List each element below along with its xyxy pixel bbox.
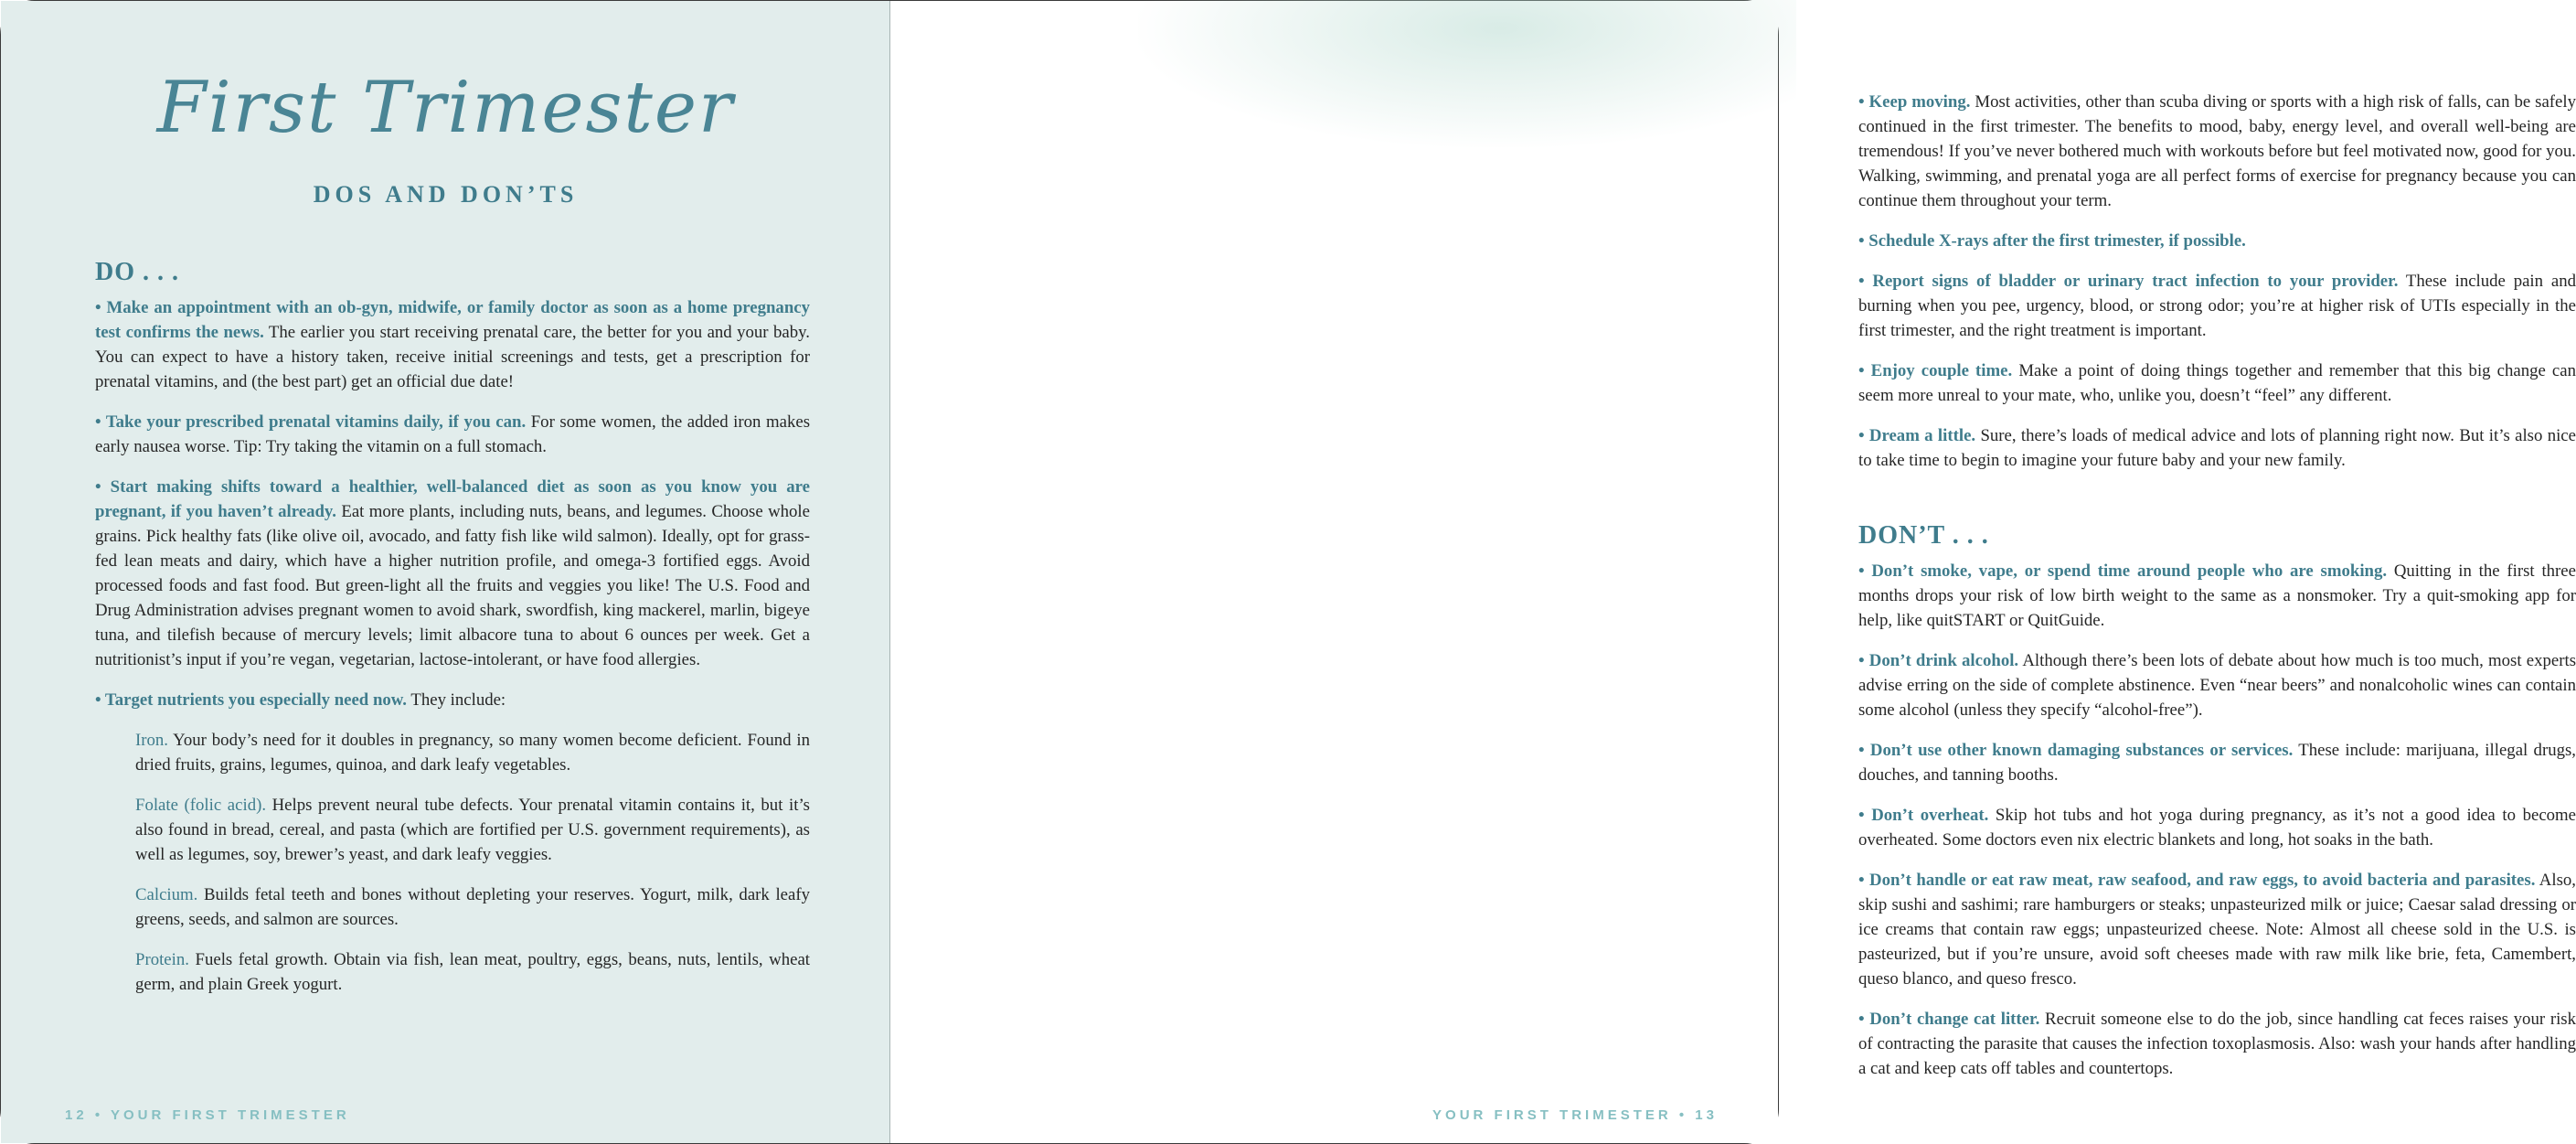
do-item-couple-time [1858,358,2576,408]
nutrient-body: Fuels fetal growth. Obtain via fish, lean meat, poultry, eggs, beans, nuts, lentils, wheat germ, and plain Greek yogurt. [135,950,810,994]
item-body: Although there’s been lots of debate about how much is too much, most experts advise erring on the side of complete abstinence. Even “near beers” and nonalcoholic wines can contain some alcohol (unless they specify “alcohol-free”). [1858,651,2576,720]
item-lead: • Don’t smoke, vape, or spend time around people who are smoking. [1858,561,2388,581]
item-body: Most activities, other than scuba diving or sports with a high risk of falls, can be safely continued in the first trimester. The benefits to mood, baby, energy level, and overall well-being are tremendous! If you’ve never bothered much with workouts before but feel motivated now, good for you. Walking, swimming, and prenatal yoga are all perfect forms of exercise for pregnancy because you can continue them throughout your term. [1858,92,2576,210]
watercolor-wash [1138,0,1796,147]
item-lead: • Don’t handle or eat raw meat, raw seafood, and raw eggs, to avoid bacteria and parasites. [1858,871,2536,890]
do-item-nutrients [95,688,810,712]
page-title: First Trimester [156,67,735,149]
item-lead: • Keep moving. [1858,92,1971,112]
dont-item-alcohol [1858,648,2576,722]
item-body: The earlier you start receiving prenatal care, the better for you and your baby. You can expect to have a history taken, receive initial screenings and tests, get a prescription for prenatal vitamins, and (the best part) get an official due date! [95,323,810,391]
item-body: Make a point of doing things together and remember that this big change can seem more unreal to your mate, who, unlike you, doesn’t “feel” any different. [1858,361,2576,405]
do-item-diet [95,475,810,672]
dont-item-smoke [1858,559,2576,633]
dont-item-raw-food [1858,868,2576,991]
item-body: They include: [407,690,506,710]
nutrient-calcium [135,882,810,932]
page-folio-left: 12 • YOUR FIRST TRIMESTER [65,1107,350,1123]
item-body: Recruit someone else to do the job, since handling cat feces raises your risk of contracting the parasite that causes the infection toxoplasmosis. Also: wash your hands after handling a cat and keep cats off tables and countertops. [1858,1010,2576,1078]
dont-heading: DON’T . . . [1858,521,1989,550]
do-item-appointment [95,295,810,394]
do-item-keep-moving [1858,90,2576,213]
item-lead: • Take your prescribed prenatal vitamins daily, if you can. [95,412,527,432]
item-body: Eat more plants, including nuts, beans, and legumes. Choose whole grains. Pick healthy fats (like olive oil, avocado, and fatty fish like wild salmon). Ideally, opt for grass-fed lean meats and dairy, which have a higher nutrition profile, and omega-3 fortified eggs. Avoid processed foods and fast food. But green-light all the fruits and veggies you like! The U.S. Food and Drug Administration advises pregnant women to avoid shark, swordfish, king mackerel, marlin, bigeye tuna, and tilefish because of mercury levels; limit albacore tuna to about 6 ounces per week. Get a nutritionist’s input if you’re vegan, vegetarian, lactose-intolerant, or have food allergies. [95,502,810,669]
item-body: These include: marijuana, illegal drugs, douches, and tanning booths. [1858,741,2576,785]
nutrient-body: Your body’s need for it doubles in pregnancy, so many women become deficient. Found in dried fruits, grains, legumes, quinoa, and dark leafy vegetables. [135,731,810,775]
dont-item-cat-litter [1858,1007,2576,1081]
do-heading: DO . . . [95,258,179,286]
nutrient-iron [135,728,810,777]
item-body: Quitting in the first three months drops your risk of low birth weight to the same as a nonsmoker. Try a quit-smoking app for help, like quitSTART or QuitGuide. [1858,561,2576,630]
do-item-dream [1858,423,2576,473]
item-lead: • Enjoy couple time. [1858,361,2013,380]
dont-item-substances [1858,738,2576,787]
item-lead: • Target nutrients you especially need now. [95,690,408,710]
left-column [95,257,810,1012]
nutrient-lead: Protein. [135,950,189,969]
item-lead: • Dream a little. [1858,426,1976,445]
nutrient-protein [135,947,810,997]
dont-item-overheat [1858,803,2576,852]
nutrient-folate [135,793,810,867]
item-body: Also, skip sushi and sashimi; rare hamburgers or steaks; unpasteurized milk or juice; Caesar salad dressing or ice creams that contain raw eggs; unpasteurized cheese. Note: Almost all cheese sold in the U.S. is pasteurized, but if you’re unsure, avoid soft cheeses made with raw milk like brie, feta, Camembert, queso blanco, and queso fresco. [1858,871,2576,989]
item-lead: • Don’t change cat litter. [1858,1010,2040,1029]
item-body: Skip hot tubs and hot yoga during pregnancy, as it’s not a good idea to become overheated. Some doctors even nix electric blankets and long, hot soaks in the bath. [1858,806,2576,850]
nutrient-body: Helps prevent neural tube defects. Your prenatal vitamin contains it, but it’s also found in bread, cereal, and pasta (which are fortified per U.S. government requirements), as well as legumes, soy, brewer’s yeast, and dark leafy veggies. [135,796,810,864]
item-body: These include pain and burning when you pee, urgency, blood, or strong odor; you’re at higher risk of UTIs especially in the first trimester, and the right treatment is important. [1858,272,2576,340]
item-lead: • Don’t overheat. [1858,806,1989,825]
left-page [1,1,890,1143]
item-lead: • Report signs of bladder or urinary tract infection to your provider. [1858,272,2399,291]
do-item-vitamins [95,410,810,459]
item-lead: • Schedule X-rays after the first trimester, if possible. [1858,231,2246,251]
page-folio-right: YOUR FIRST TRIMESTER • 13 [1432,1107,1718,1123]
item-body: Sure, there’s loads of medical advice and lots of planning right now. But it’s also nice to take time to begin to imagine your future baby and your new family. [1858,426,2576,470]
do-item-xrays [1858,229,2576,253]
nutrient-lead: Iron. [135,731,168,750]
item-lead: • Don’t use other known damaging substances or services. [1858,741,2294,760]
item-lead: • Make an appointment with an ob-gyn, midwife, or family doctor as soon as a home pregnancy test confirms the news. [95,298,810,342]
item-body: For some women, the added iron makes early nausea worse. Tip: Try taking the vitamin on a full stomach. [95,412,810,456]
nutrient-lead: Folate (folic acid). [135,796,267,815]
do-item-uti [1858,269,2576,343]
right-page [890,1,2576,1143]
page-subtitle: DOS AND DON’TS [313,181,579,208]
right-column [1858,90,2576,1096]
nutrient-body: Builds fetal teeth and bones without depleting your reserves. Yogurt, milk, dark leafy greens, seeds, and salmon are sources. [135,885,810,929]
nutrient-lead: Calcium. [135,885,198,904]
item-lead: • Don’t drink alcohol. [1858,651,2019,670]
item-lead: • Start making shifts toward a healthier, well-balanced diet as soon as you know you are pregnant, if you haven’t already. [95,477,810,521]
